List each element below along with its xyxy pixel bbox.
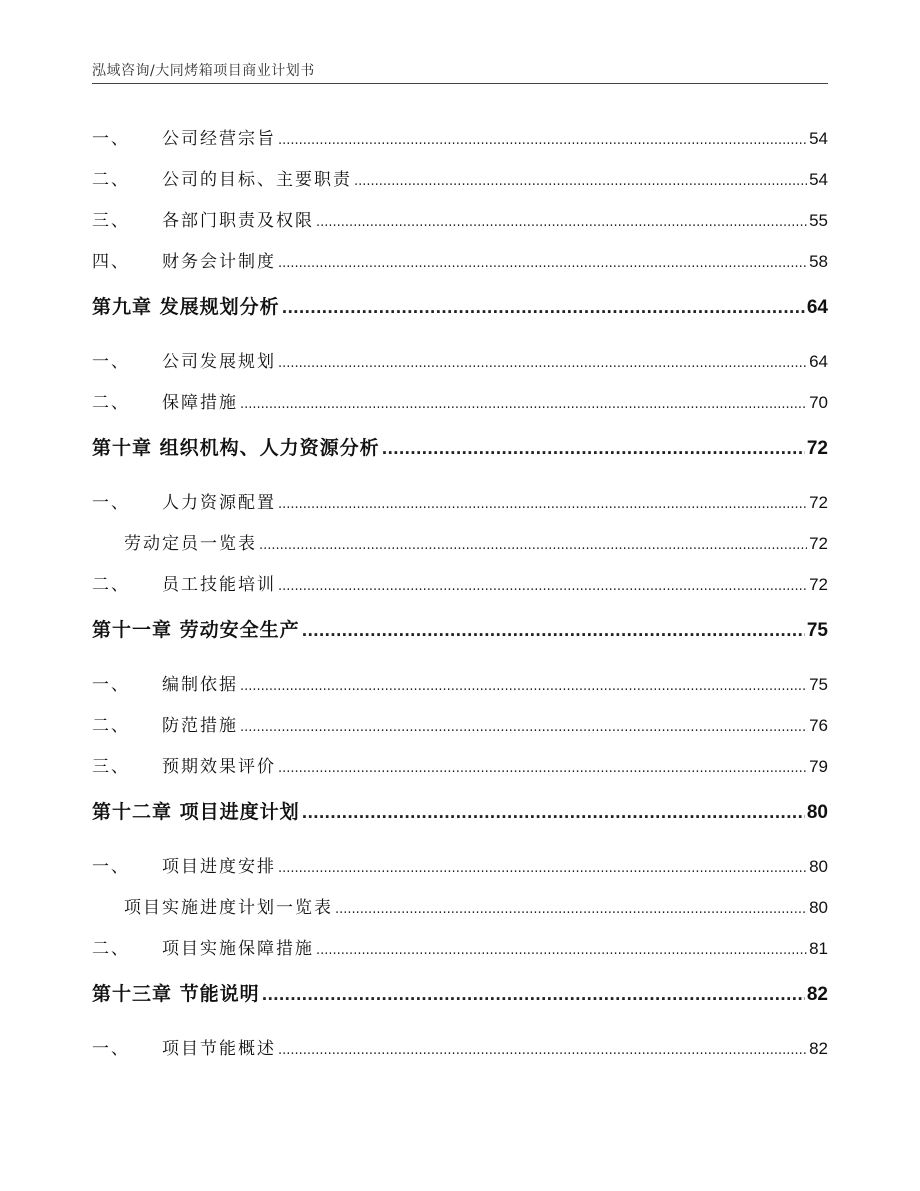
toc-entry-title: 各部门职责及权限 (162, 211, 314, 231)
toc-entry-label (92, 483, 276, 524)
toc-entry-number: 二、 (92, 939, 130, 959)
toc-entry-label (92, 665, 238, 706)
toc-entry[interactable] (92, 333, 828, 382)
toc-page-number: 54 (809, 129, 828, 148)
toc-chapter-title: 第十三章 节能说明 (92, 983, 260, 1005)
toc-entry[interactable] (92, 564, 828, 605)
toc-entry-number: 二、 (92, 393, 130, 413)
dot-leader (278, 848, 807, 889)
toc-entry[interactable] (92, 474, 828, 523)
dot-leader (278, 484, 807, 525)
toc-page-number: 75 (809, 675, 828, 694)
toc-entry[interactable] (92, 928, 828, 969)
toc-entry-number: 三、 (92, 211, 130, 231)
dot-leader (278, 120, 807, 161)
toc-entry-title: 人力资源配置 (162, 493, 276, 513)
toc-entry[interactable] (92, 382, 828, 423)
toc-entry-title: 劳动定员一览表 (124, 534, 257, 554)
dot-leader (259, 525, 807, 566)
toc-page-number: 72 (809, 575, 828, 594)
dot-leader (262, 970, 805, 1021)
dot-leader (278, 343, 807, 384)
toc-entry[interactable] (92, 705, 828, 746)
dot-leader (240, 666, 807, 707)
toc-page-number: 80 (806, 802, 828, 823)
toc-page-number: 72 (809, 534, 828, 553)
toc-entry-title: 项目实施进度计划一览表 (124, 898, 333, 918)
dot-leader (316, 202, 807, 243)
toc-chapter-title: 第九章 发展规划分析 (92, 296, 280, 318)
document-title: 泓域咨询/大同烤箱项目商业计划书 (92, 63, 315, 79)
toc-entry-title: 预期效果评价 (162, 757, 276, 777)
table-of-contents (92, 110, 828, 1069)
toc-page-number: 64 (806, 297, 828, 318)
toc-entry-title: 公司发展规划 (162, 352, 276, 372)
toc-entry-label (92, 201, 314, 242)
toc-entry-title: 项目节能概述 (162, 1039, 276, 1059)
toc-entry-title: 项目进度安排 (162, 857, 276, 877)
toc-entry-number: 四、 (92, 252, 130, 272)
toc-page-number: 72 (806, 438, 828, 459)
toc-entry-title: 财务会计制度 (162, 252, 276, 272)
dot-leader (240, 707, 807, 748)
toc-chapter-title: 第十一章 劳动安全生产 (92, 619, 300, 641)
toc-entry-label (92, 565, 276, 606)
dot-leader (354, 161, 807, 202)
toc-page-number: 70 (809, 393, 828, 412)
toc-entry-label (92, 1029, 276, 1070)
toc-entry-label (92, 929, 314, 970)
toc-entry[interactable] (92, 656, 828, 705)
toc-entry-title: 编制依据 (162, 675, 238, 695)
toc-entry[interactable] (92, 838, 828, 887)
toc-entry-label (92, 242, 276, 283)
toc-entry[interactable] (92, 1020, 828, 1069)
dot-leader (382, 424, 805, 475)
dot-leader (282, 283, 805, 334)
toc-entry-label (92, 119, 276, 160)
toc-entry[interactable] (92, 523, 828, 564)
toc-chapter[interactable] (92, 282, 828, 333)
toc-entry-label (92, 383, 238, 424)
toc-page-number: 64 (809, 352, 828, 371)
toc-entry-number: 一、 (92, 857, 130, 877)
toc-entry[interactable] (92, 241, 828, 282)
toc-entry-number: 一、 (92, 675, 130, 695)
toc-page-number: 80 (809, 857, 828, 876)
dot-leader (335, 889, 807, 930)
toc-entry[interactable] (92, 887, 828, 928)
toc-entry-title: 项目实施保障措施 (162, 939, 314, 959)
dot-leader (302, 606, 805, 657)
toc-entry-title: 公司的目标、主要职责 (162, 170, 352, 190)
dot-leader (278, 748, 807, 789)
toc-chapter-title: 第十章 组织机构、人力资源分析 (92, 437, 380, 459)
toc-chapter[interactable] (92, 605, 828, 656)
toc-entry-number: 二、 (92, 170, 130, 190)
toc-entry-number: 一、 (92, 129, 130, 149)
dot-leader (278, 566, 807, 607)
toc-page-number: 81 (809, 939, 828, 958)
toc-page-number: 55 (809, 211, 828, 230)
toc-chapter-title: 第十二章 项目进度计划 (92, 801, 300, 823)
page-header (92, 58, 828, 84)
toc-entry-number: 一、 (92, 352, 130, 372)
toc-chapter[interactable] (92, 787, 828, 838)
toc-entry-label (92, 847, 276, 888)
toc-page-number: 82 (806, 984, 828, 1005)
dot-leader (316, 930, 807, 971)
toc-entry[interactable] (92, 110, 828, 159)
toc-entry-number: 一、 (92, 1039, 130, 1059)
toc-page-number: 76 (809, 716, 828, 735)
toc-entry-title: 防范措施 (162, 716, 238, 736)
toc-entry[interactable] (92, 159, 828, 200)
toc-chapter[interactable] (92, 423, 828, 474)
toc-page-number: 54 (809, 170, 828, 189)
toc-entry-number: 三、 (92, 757, 130, 777)
toc-page-number: 58 (809, 252, 828, 271)
toc-entry-label (92, 747, 276, 788)
dot-leader (278, 243, 807, 284)
toc-page-number: 72 (809, 493, 828, 512)
toc-page-number: 82 (809, 1039, 828, 1058)
toc-entry-title: 员工技能培训 (162, 575, 276, 595)
toc-entry-title: 保障措施 (162, 393, 238, 413)
dot-leader (278, 1030, 807, 1071)
toc-entry-number: 二、 (92, 575, 130, 595)
toc-entry-number: 二、 (92, 716, 130, 736)
toc-chapter[interactable] (92, 969, 828, 1020)
toc-entry-label (92, 342, 276, 383)
toc-page-number: 75 (806, 620, 828, 641)
toc-page-number: 80 (809, 898, 828, 917)
toc-entry-title: 公司经营宗旨 (162, 129, 276, 149)
dot-leader (240, 384, 807, 425)
toc-entry-label (92, 706, 238, 747)
dot-leader (302, 788, 805, 839)
toc-entry-label (92, 160, 352, 201)
toc-entry-number: 一、 (92, 493, 130, 513)
toc-page-number: 79 (809, 757, 828, 776)
toc-entry[interactable] (92, 200, 828, 241)
toc-entry[interactable] (92, 746, 828, 787)
